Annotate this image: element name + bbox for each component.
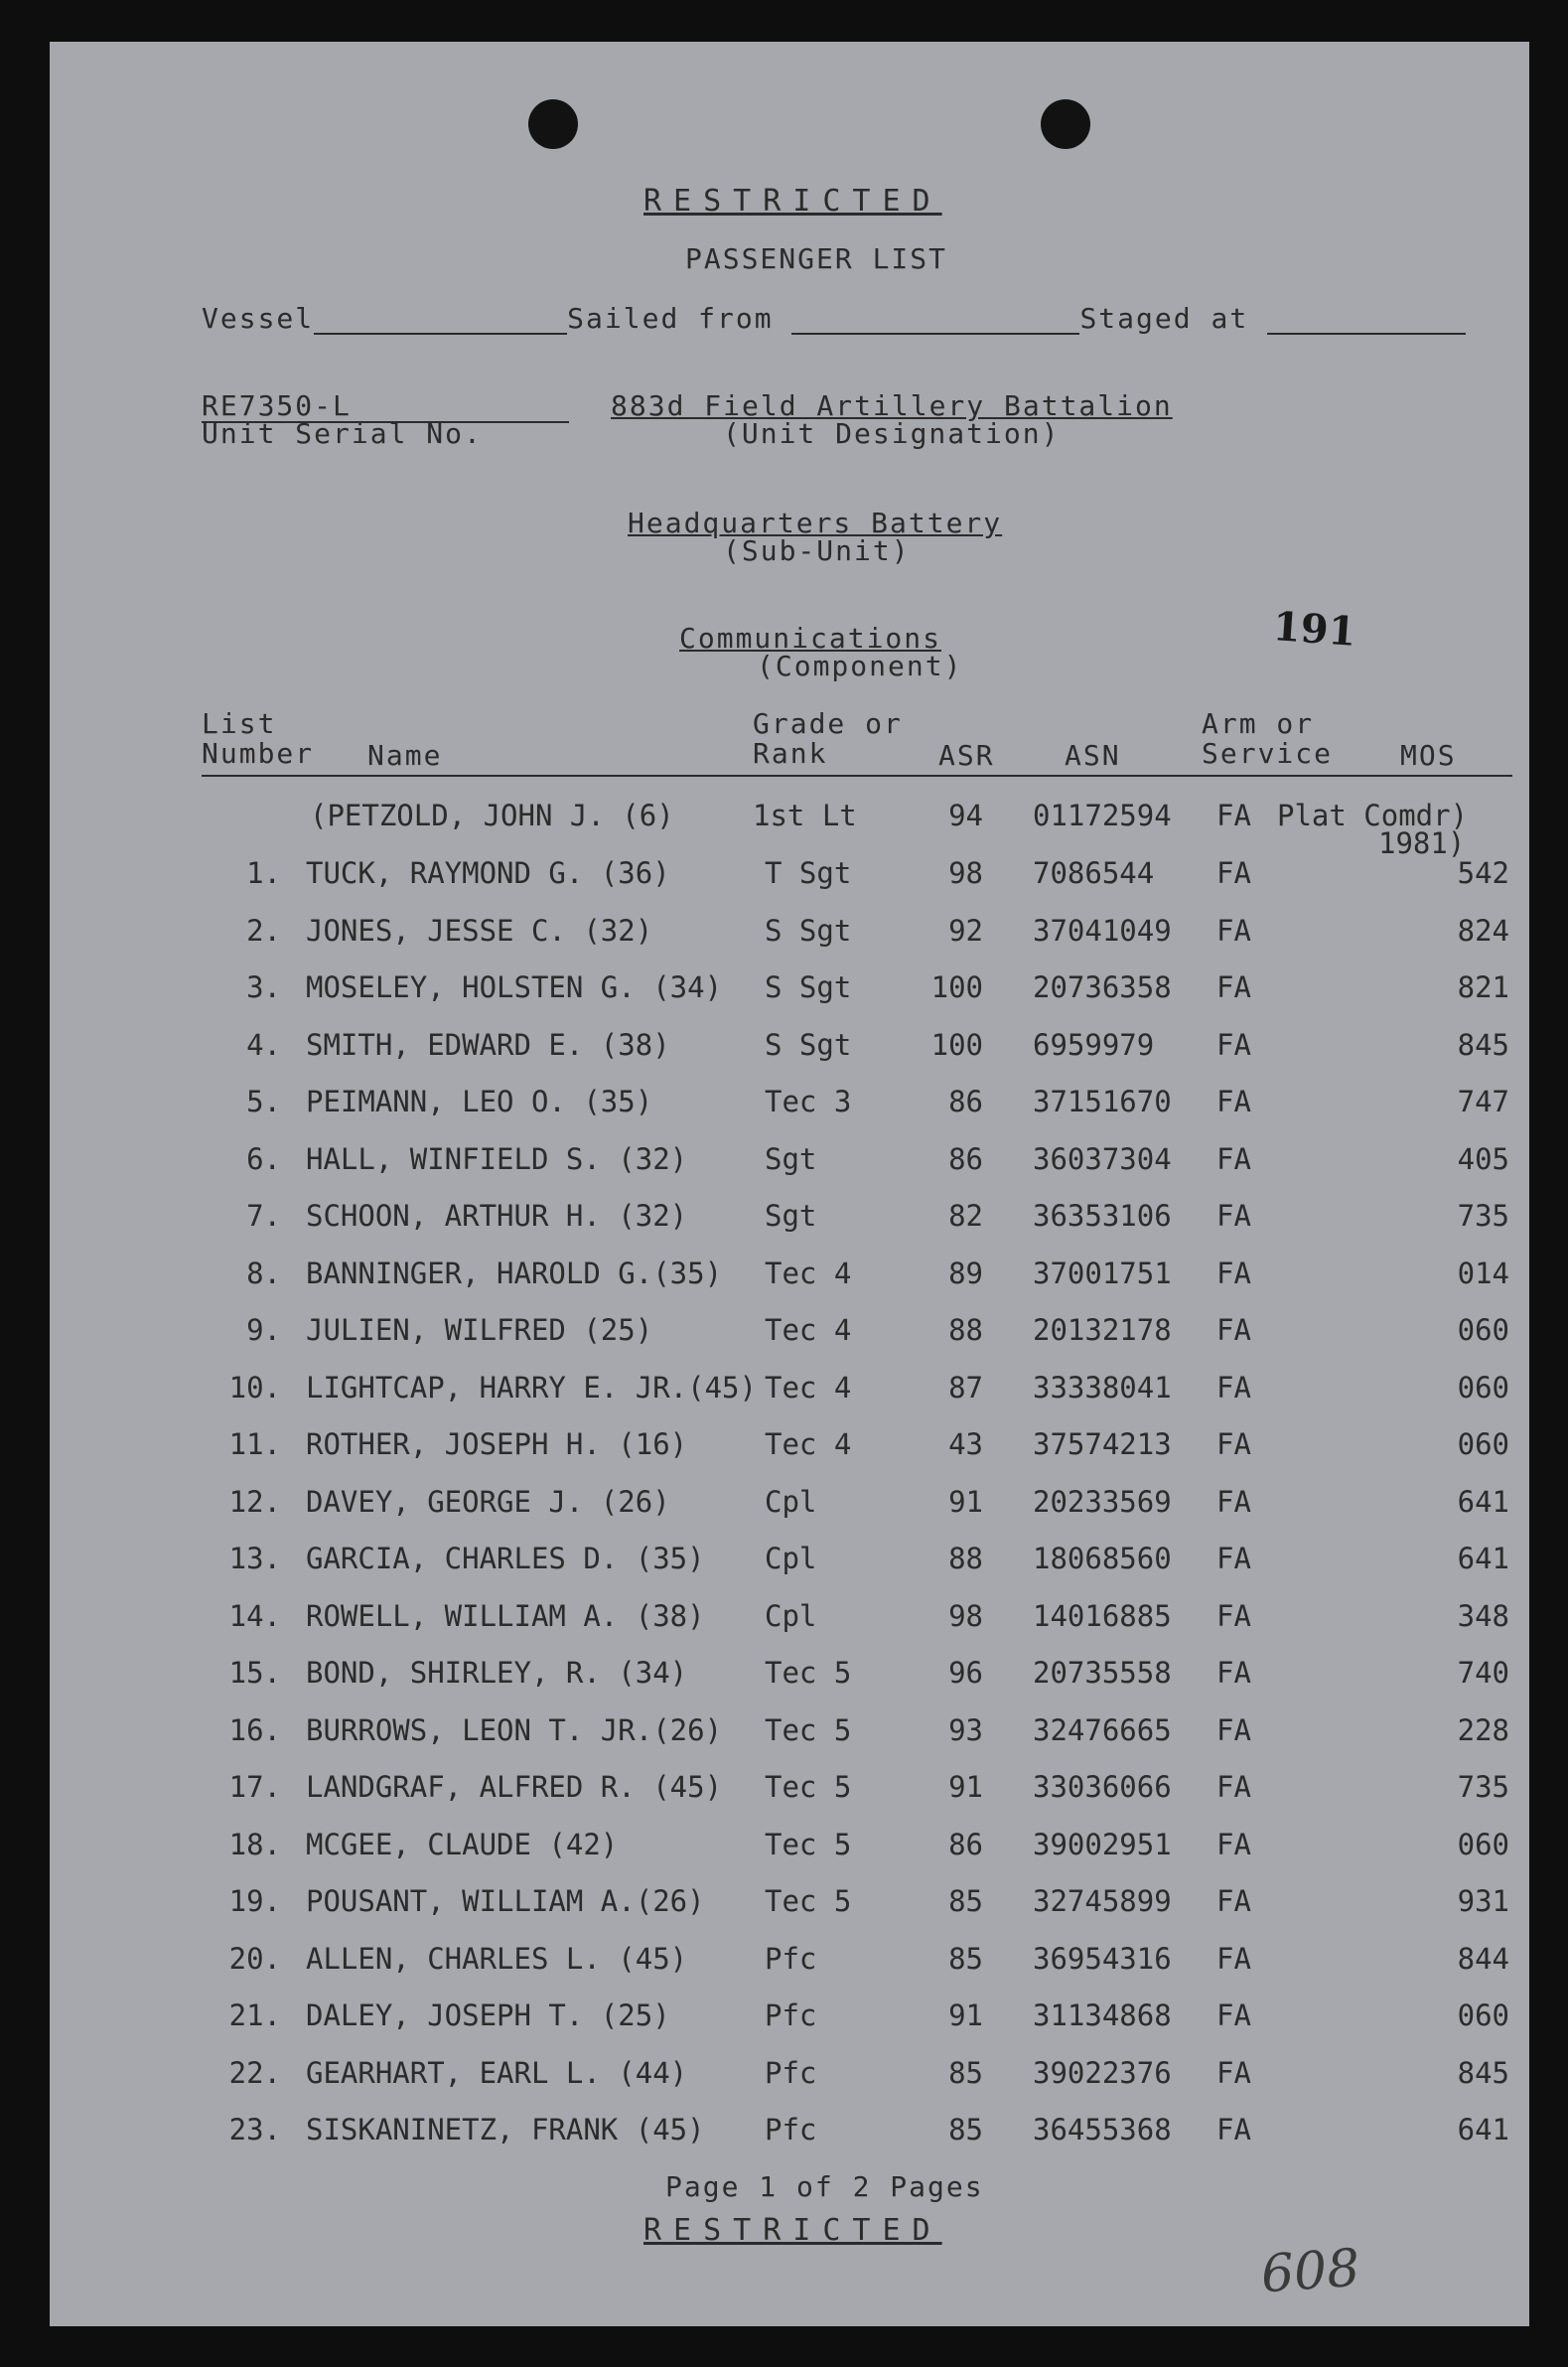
row-name: ALLEN, CHARLES L. (45) <box>306 1942 688 1976</box>
row-asr: 86 <box>948 1828 983 1861</box>
row-mos: 821 <box>1457 970 1509 1004</box>
row-mos: 348 <box>1457 1599 1509 1633</box>
sailed-from-label: Sailed from <box>567 302 774 335</box>
restricted-footer: RESTRICTED <box>643 2213 942 2248</box>
row-mos: 641 <box>1457 1485 1509 1519</box>
row-number: 13. <box>228 1542 281 1575</box>
col-list-number-line1: List <box>202 707 277 740</box>
row-name: TUCK, RAYMOND G. (36) <box>306 856 670 890</box>
row-grade: Tec 4 <box>765 1257 852 1290</box>
row-asr: 98 <box>948 856 983 890</box>
row-asn: 36954316 <box>1033 1942 1172 1976</box>
row-number: 2. <box>246 914 281 948</box>
col-asr: ASR <box>938 739 995 772</box>
row-mos: 845 <box>1457 2056 1509 2090</box>
row-asr: 89 <box>948 1257 983 1290</box>
row-asr: 96 <box>948 1656 983 1690</box>
officer-name: (PETZOLD, JOHN J. (6) <box>310 799 674 832</box>
row-mos: 844 <box>1457 1942 1509 1976</box>
row-asn: 37001751 <box>1033 1257 1172 1290</box>
row-asn: 37041049 <box>1033 914 1172 948</box>
row-asr: 91 <box>948 1998 983 2032</box>
row-grade: S Sgt <box>765 914 852 948</box>
row-arm-service: FA <box>1216 970 1251 1004</box>
row-name: JONES, JESSE C. (32) <box>306 914 653 948</box>
row-number: 19. <box>228 1884 281 1918</box>
row-asr: 87 <box>948 1371 983 1405</box>
col-list-number-line2: Number <box>202 737 315 770</box>
row-arm-service: FA <box>1216 1599 1251 1633</box>
row-asn: 33338041 <box>1033 1371 1172 1405</box>
row-asr: 98 <box>948 1599 983 1633</box>
col-name: Name <box>367 739 443 772</box>
row-number: 20. <box>228 1942 281 1976</box>
row-asr: 88 <box>948 1542 983 1575</box>
row-number: 5. <box>246 1085 281 1118</box>
row-name: DAVEY, GEORGE J. (26) <box>306 1485 670 1519</box>
row-arm-service: FA <box>1216 1884 1251 1918</box>
row-asr: 43 <box>948 1427 983 1461</box>
row-mos: 405 <box>1457 1142 1509 1176</box>
row-grade: Tec 5 <box>765 1828 852 1861</box>
row-number: 21. <box>228 1998 281 2032</box>
vessel-label: Vessel <box>202 302 315 335</box>
row-grade: Cpl <box>765 1542 817 1575</box>
row-arm-service: FA <box>1216 856 1251 890</box>
col-asn: ASN <box>1065 739 1121 772</box>
row-name: PEIMANN, LEO O. (35) <box>306 1085 653 1118</box>
row-name: GEARHART, EARL L. (44) <box>306 2056 688 2090</box>
row-asr: 85 <box>948 1884 983 1918</box>
row-asn: 7086544 <box>1033 856 1155 890</box>
row-asn: 37151670 <box>1033 1085 1172 1118</box>
row-mos: 014 <box>1457 1257 1509 1290</box>
row-grade: Tec 5 <box>765 1713 852 1747</box>
row-asr: 86 <box>948 1142 983 1176</box>
row-arm-service: FA <box>1216 1770 1251 1804</box>
row-mos: 735 <box>1457 1770 1509 1804</box>
page-title: PASSENGER LIST <box>685 242 948 275</box>
row-arm-service: FA <box>1216 1656 1251 1690</box>
punch-hole-left <box>528 99 578 149</box>
col-arm-line1: Arm or <box>1202 707 1315 740</box>
row-grade: Pfc <box>765 2056 817 2090</box>
subunit-value: Headquarters Battery <box>628 507 1003 539</box>
handwritten-number: 608 <box>1259 2238 1362 2305</box>
row-mos: 060 <box>1457 1828 1509 1861</box>
row-mos: 747 <box>1457 1085 1509 1118</box>
row-arm-service: FA <box>1216 1085 1251 1118</box>
row-grade: Tec 4 <box>765 1427 852 1461</box>
staged-at-blank <box>1267 309 1466 335</box>
row-asr: 88 <box>948 1313 983 1347</box>
row-asr: 91 <box>948 1770 983 1804</box>
row-name: BOND, SHIRLEY, R. (34) <box>306 1656 688 1690</box>
row-asn: 36455368 <box>1033 2113 1172 2146</box>
staged-at-label: Staged at <box>1079 302 1249 335</box>
row-number: 23. <box>228 2113 281 2146</box>
row-grade: Sgt <box>765 1142 817 1176</box>
row-mos: 542 <box>1457 856 1509 890</box>
restricted-header: RESTRICTED <box>643 184 942 219</box>
row-grade: S Sgt <box>765 1028 852 1062</box>
col-arm-line2: Service <box>1202 737 1334 770</box>
row-name: ROTHER, JOSEPH H. (16) <box>306 1427 688 1461</box>
row-asn: 20735558 <box>1033 1656 1172 1690</box>
row-arm-service: FA <box>1216 1427 1251 1461</box>
officer-arm: FA <box>1216 799 1251 832</box>
col-grade <box>753 709 903 769</box>
row-grade: Tec 5 <box>765 1656 852 1690</box>
unit-designation-value: 883d Field Artillery Battalion <box>611 389 1173 422</box>
row-arm-service: FA <box>1216 1371 1251 1405</box>
row-grade: Pfc <box>765 1942 817 1976</box>
sailed-from-blank <box>791 309 1079 335</box>
row-arm-service: FA <box>1216 1257 1251 1290</box>
row-number: 9. <box>246 1313 281 1347</box>
row-asn: 20233569 <box>1033 1485 1172 1519</box>
row-name: BANNINGER, HAROLD G.(35) <box>306 1257 723 1290</box>
row-grade: Tec 4 <box>765 1313 852 1347</box>
row-asn: 37574213 <box>1033 1427 1172 1461</box>
row-name: HALL, WINFIELD S. (32) <box>306 1142 688 1176</box>
officer-mos: Plat Comdr) <box>1277 799 1469 832</box>
col-grade-line2: Rank <box>753 737 828 770</box>
officer-asr: 94 <box>948 799 983 832</box>
row-number: 4. <box>246 1028 281 1062</box>
row-asr: 93 <box>948 1713 983 1747</box>
row-grade: T Sgt <box>765 856 852 890</box>
row-number: 11. <box>228 1427 281 1461</box>
row-name: ROWELL, WILLIAM A. (38) <box>306 1599 705 1633</box>
unit-serial-number: RE7350-L <box>202 389 352 422</box>
row-name: SCHOON, ARTHUR H. (32) <box>306 1199 688 1233</box>
row-asn: 39022376 <box>1033 2056 1172 2090</box>
row-asr: 91 <box>948 1485 983 1519</box>
row-arm-service: FA <box>1216 2113 1251 2146</box>
row-asr: 100 <box>930 1028 983 1062</box>
row-asn: 14016885 <box>1033 1599 1172 1633</box>
row-number: 10. <box>228 1371 281 1405</box>
row-name: MOSELEY, HOLSTEN G. (34) <box>306 970 723 1004</box>
row-mos: 845 <box>1457 1028 1509 1062</box>
row-asr: 82 <box>948 1199 983 1233</box>
row-asn: 36037304 <box>1033 1142 1172 1176</box>
row-name: DALEY, JOSEPH T. (25) <box>306 1998 670 2032</box>
row-number: 16. <box>228 1713 281 1747</box>
row-mos: 228 <box>1457 1713 1509 1747</box>
component-value: Communications <box>679 622 942 655</box>
row-name: BURROWS, LEON T. JR.(26) <box>306 1713 723 1747</box>
row-number: 3. <box>246 970 281 1004</box>
row-number: 15. <box>228 1656 281 1690</box>
row-mos: 735 <box>1457 1199 1509 1233</box>
punch-hole-right <box>1041 99 1090 149</box>
row-grade: Cpl <box>765 1599 817 1633</box>
row-asn: 32745899 <box>1033 1884 1172 1918</box>
row-number: 8. <box>246 1257 281 1290</box>
row-grade: Tec 4 <box>765 1371 852 1405</box>
row-asn: 20132178 <box>1033 1313 1172 1347</box>
header-rule <box>202 775 1512 777</box>
document-page <box>50 42 1529 2326</box>
stamped-number: 191 <box>1271 603 1358 656</box>
row-arm-service: FA <box>1216 2056 1251 2090</box>
row-arm-service: FA <box>1216 914 1251 948</box>
row-number: 18. <box>228 1828 281 1861</box>
row-mos: 641 <box>1457 2113 1509 2146</box>
row-grade: Tec 3 <box>765 1085 852 1118</box>
row-number: 14. <box>228 1599 281 1633</box>
row-grade: Sgt <box>765 1199 817 1233</box>
row-asn: 20736358 <box>1033 970 1172 1004</box>
row-arm-service: FA <box>1216 1542 1251 1575</box>
row-name: SISKANINETZ, FRANK (45) <box>306 2113 705 2146</box>
row-arm-service: FA <box>1216 1313 1251 1347</box>
officer-grade: 1st Lt <box>753 799 857 832</box>
row-mos: 060 <box>1457 1998 1509 2032</box>
vessel-field <box>202 302 1466 335</box>
row-number: 22. <box>228 2056 281 2090</box>
row-grade: Cpl <box>765 1485 817 1519</box>
row-arm-service: FA <box>1216 1998 1251 2032</box>
officer-asn: 01172594 <box>1033 799 1172 832</box>
unit-designation-label: (Unit Designation) <box>723 417 1061 450</box>
row-number: 7. <box>246 1199 281 1233</box>
row-mos: 060 <box>1457 1313 1509 1347</box>
row-asn: 33036066 <box>1033 1770 1172 1804</box>
row-grade: Tec 5 <box>765 1884 852 1918</box>
row-asr: 85 <box>948 2113 983 2146</box>
row-name: MCGEE, CLAUDE (42) <box>306 1828 619 1861</box>
row-arm-service: FA <box>1216 1485 1251 1519</box>
col-grade-line1: Grade or <box>753 707 903 740</box>
row-asn: 32476665 <box>1033 1713 1172 1747</box>
row-name: JULIEN, WILFRED (25) <box>306 1313 653 1347</box>
row-name: LIGHTCAP, HARRY E. JR.(45) <box>306 1371 757 1405</box>
row-arm-service: FA <box>1216 1199 1251 1233</box>
subunit-label: (Sub-Unit) <box>723 534 911 567</box>
row-asn: 18068560 <box>1033 1542 1172 1575</box>
row-asn: 36353106 <box>1033 1199 1172 1233</box>
row-grade: Pfc <box>765 1998 817 2032</box>
row-name: POUSANT, WILLIAM A.(26) <box>306 1884 705 1918</box>
col-list-number <box>202 709 314 769</box>
row-number: 12. <box>228 1485 281 1519</box>
row-name: SMITH, EDWARD E. (38) <box>306 1028 670 1062</box>
unit-serial-label: Unit Serial No. <box>202 417 483 450</box>
row-asr: 100 <box>930 970 983 1004</box>
row-arm-service: FA <box>1216 1942 1251 1976</box>
row-grade: Tec 5 <box>765 1770 852 1804</box>
row-arm-service: FA <box>1216 1713 1251 1747</box>
row-mos: 740 <box>1457 1656 1509 1690</box>
row-asn: 6959979 <box>1033 1028 1155 1062</box>
row-asr: 92 <box>948 914 983 948</box>
row-asr: 85 <box>948 1942 983 1976</box>
row-name: GARCIA, CHARLES D. (35) <box>306 1542 705 1575</box>
row-mos: 824 <box>1457 914 1509 948</box>
row-arm-service: FA <box>1216 1828 1251 1861</box>
component-label: (Component) <box>757 650 963 682</box>
row-grade: Pfc <box>765 2113 817 2146</box>
row-name: LANDGRAF, ALFRED R. (45) <box>306 1770 723 1804</box>
row-arm-service: FA <box>1216 1028 1251 1062</box>
row-mos: 641 <box>1457 1542 1509 1575</box>
vessel-blank <box>314 309 567 335</box>
row-mos: 060 <box>1457 1427 1509 1461</box>
col-mos: MOS <box>1400 739 1457 772</box>
col-arm-service <box>1202 709 1333 769</box>
row-grade: S Sgt <box>765 970 852 1004</box>
row-asn: 31134868 <box>1033 1998 1172 2032</box>
row-number: 17. <box>228 1770 281 1804</box>
row-asr: 85 <box>948 2056 983 2090</box>
row-asr: 86 <box>948 1085 983 1118</box>
row-asn: 39002951 <box>1033 1828 1172 1861</box>
officer-mos-code: 1981) <box>1378 826 1466 860</box>
page-number: Page 1 of 2 Pages <box>665 2170 984 2203</box>
row-arm-service: FA <box>1216 1142 1251 1176</box>
row-number: 1. <box>246 856 281 890</box>
row-number: 6. <box>246 1142 281 1176</box>
row-mos: 931 <box>1457 1884 1509 1918</box>
row-mos: 060 <box>1457 1371 1509 1405</box>
